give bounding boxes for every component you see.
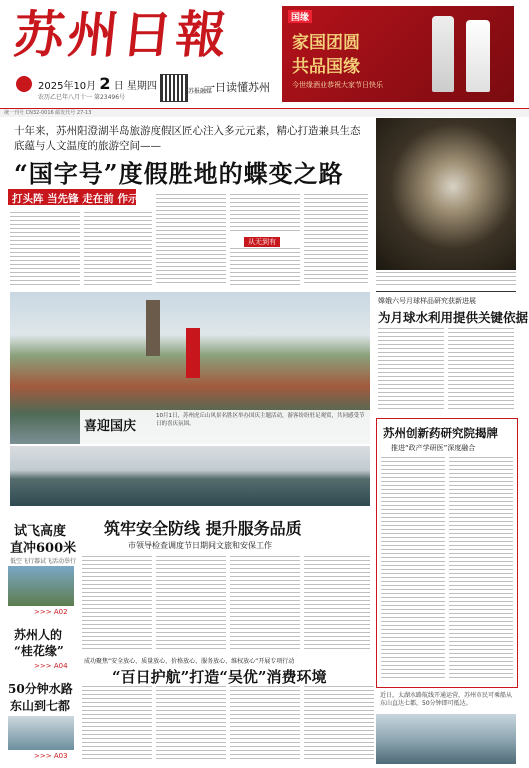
bottle-image	[432, 16, 454, 92]
sidebar-item1-title2: 直冲600米	[10, 541, 77, 556]
qr-label: 苏报融媒	[188, 88, 213, 95]
ad-banner[interactable]	[282, 6, 514, 102]
sidebar-item3-title: 50分钟水路	[8, 682, 73, 696]
ad-line2: 共品国缘	[292, 57, 360, 77]
river-photo	[10, 446, 370, 506]
sidebar-item2-title: 苏州人的	[14, 628, 63, 642]
sidebar-item2-title2: “桂花缘”	[14, 644, 64, 658]
pharma-sub: 推进“政产学研医”深度融合	[391, 444, 476, 452]
masthead-logo-icon	[16, 76, 32, 92]
safety-headline: 筑牢安全防线 提升服务品质	[104, 519, 302, 538]
pharma-box	[376, 418, 518, 688]
lead-subhead-box: 从无到有	[244, 237, 280, 247]
pagoda-image	[146, 300, 160, 356]
pharma-headline: 苏州创新药研究院揭牌	[383, 426, 498, 440]
photo-caption-title: 喜迎国庆	[84, 419, 137, 434]
date-year-month: 2025年10月	[38, 81, 97, 92]
lead-banner-text: 打头阵 当先锋 走在前 作示范	[12, 193, 149, 205]
red-arch-image	[186, 328, 200, 378]
header-info-text: 统一刊号 CN32-0016 邮发代号 27-13	[4, 110, 92, 116]
date-weekday: 星期四	[126, 81, 157, 92]
date-day-unit: 日	[113, 81, 124, 92]
ad-brand-logo: 国缘	[288, 10, 312, 23]
consume-kicker: 成功聚焦“安全放心、质量放心、价格放心、服务放心、维权放心”开展专项行动	[84, 658, 295, 665]
space-headline: 为月球水利用提供关键依据	[378, 310, 529, 325]
capsule-photo	[376, 118, 516, 270]
date-day: 2	[99, 74, 111, 93]
consume-headline: “百日护航”打造“吴优”消费环境	[112, 668, 327, 686]
masthead-slogan: 一日读懂苏州	[204, 81, 270, 94]
sidebar-item1-photo	[8, 566, 74, 606]
sidebar-item3-title2: 东山到七都	[10, 699, 71, 713]
ad-line3: 今世缘酒业恭祝大家节日快乐	[292, 81, 383, 89]
sidebar-item1-note: 低空飞行器试飞活动举行	[10, 558, 77, 565]
safety-sub: 市领导检查调度节日期间文旅和安保工作	[128, 541, 272, 550]
bottle-image	[466, 20, 490, 92]
lead-banner	[8, 189, 149, 205]
issue-number: 第23496号	[93, 94, 126, 101]
space-kicker: 嫦娥六号月球样品研究获新进展	[378, 297, 476, 305]
photo-caption-box	[80, 410, 370, 444]
sidebar-item2-link[interactable]: >>> A04	[34, 662, 68, 670]
sidebar-item3-link[interactable]: >>> A03	[34, 752, 68, 760]
lead-headline: “国字号”度假胜地的蝶变之路	[14, 159, 344, 188]
lead-kicker: 十年来，苏州阳澄湖半岛旅游度假区匠心注入多元元素，精心打造兼具生态底蕴与人文温度的旅游空间——	[14, 125, 361, 152]
ferry-photo	[376, 714, 516, 764]
ad-line1: 家国团圆	[292, 33, 360, 53]
sidebar-item3-photo	[8, 716, 74, 750]
sidebar-item1-title: 试飞高度	[14, 524, 67, 539]
header-info-bar	[0, 108, 529, 117]
date-lunar: 农历乙巳年八月十一	[38, 94, 93, 101]
sidebar-item1-link[interactable]: >>> A02	[34, 608, 68, 616]
masthead-title: 苏州日報	[10, 5, 234, 64]
bottom-right-text: 近日，太湖水路航线开通运营，苏州市民可乘船从东山直达七都，50分钟即可抵达。	[380, 692, 513, 707]
qr-code-icon	[160, 74, 188, 102]
photo-caption-text: 10月1日，苏州虎丘山风景名胜区举办国庆主题活动，游客纷纷驻足观赏，共同感受节日的喜庆氛围。	[156, 413, 365, 427]
